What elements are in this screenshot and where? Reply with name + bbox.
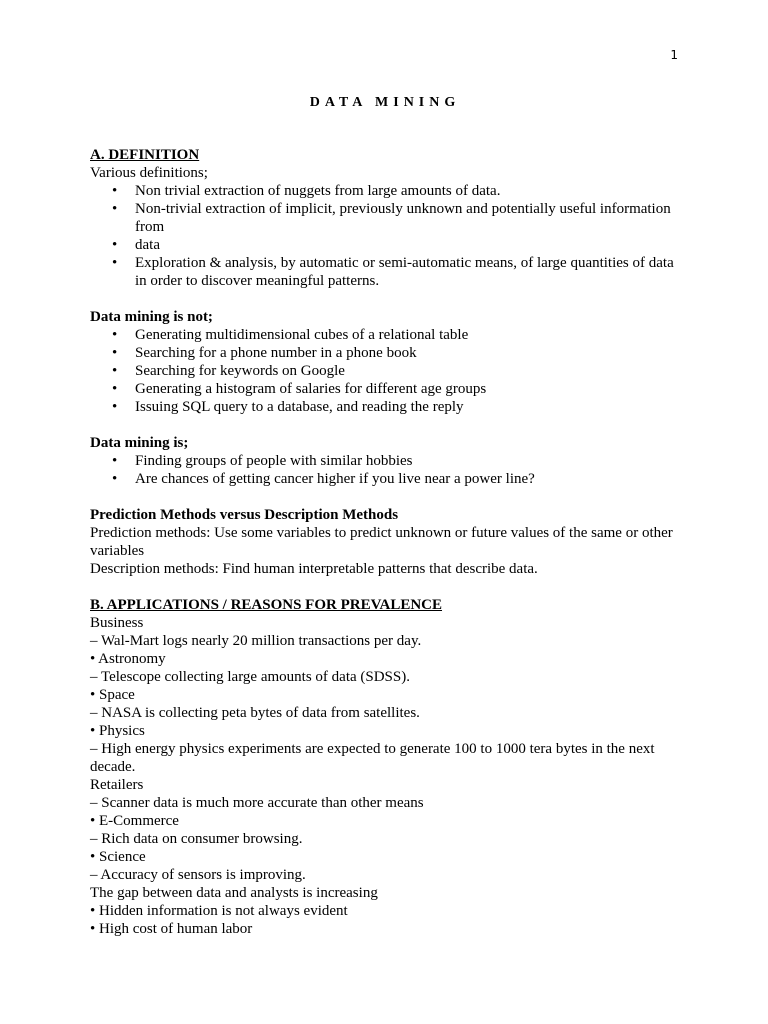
applications-line: • Hidden information is not always evident <box>90 903 348 919</box>
bullet-icon: • <box>112 255 118 271</box>
list-item-text: Generating a histogram of salaries for different age groups <box>135 381 487 397</box>
applications-line: – Wal-Mart logs nearly 20 million transactions per day. <box>90 633 422 649</box>
bullet-icon: • <box>112 201 118 217</box>
bullet-icon: • <box>112 327 118 343</box>
list-item-text: Issuing SQL query to a database, and reading the reply <box>135 399 464 415</box>
applications-line: • Astronomy <box>90 651 166 667</box>
list-item-text: Non trivial extraction of nuggets from large amounts of data. <box>135 183 501 199</box>
bullet-icon: • <box>112 453 118 469</box>
list-item <box>90 470 682 488</box>
applications-line: – Accuracy of sensors is improving. <box>90 867 306 883</box>
list-item <box>90 452 682 470</box>
list-item <box>90 182 682 200</box>
applications-line: – Scanner data is much more accurate than other means <box>90 795 424 811</box>
bullet-icon: • <box>112 399 118 415</box>
list-item-text: Searching for keywords on Google <box>135 363 345 379</box>
applications-line: – Rich data on consumer browsing. <box>90 831 303 847</box>
methods-line: Description methods: Find human interpretable patterns that describe data. <box>90 561 538 577</box>
applications-line: Business <box>90 615 144 631</box>
list-item-text: Finding groups of people with similar hobbies <box>135 453 413 469</box>
is-heading: Data mining is; <box>90 435 189 451</box>
section-a-heading: A. DEFINITION <box>90 147 200 163</box>
spacer <box>90 290 682 308</box>
applications-line: • E-Commerce <box>90 813 179 829</box>
list-item <box>90 326 682 344</box>
bullet-icon: • <box>112 345 118 361</box>
bullet-icon: • <box>112 183 118 199</box>
list-item <box>90 200 682 236</box>
bullet-icon: • <box>112 471 118 487</box>
spacer <box>90 578 682 596</box>
list-item-text: Non-trivial extraction of implicit, previously unknown and potentially useful information from <box>135 201 671 235</box>
is-list <box>90 452 682 488</box>
definition-list <box>90 182 682 290</box>
section-is <box>90 434 682 488</box>
is-not-list <box>90 326 682 416</box>
applications-line: Retailers <box>90 777 144 793</box>
list-item <box>90 254 682 290</box>
applications-line: – Telescope collecting large amounts of data (SDSS). <box>90 669 410 685</box>
list-item <box>90 362 682 380</box>
methods-heading: Prediction Methods versus Description Methods <box>90 507 399 523</box>
list-item-text: data <box>135 237 160 253</box>
section-applications <box>90 596 682 938</box>
applications-line: – NASA is collecting peta bytes of data from satellites. <box>90 705 420 721</box>
spacer <box>90 488 682 506</box>
section-a-intro: Various definitions; <box>90 165 208 181</box>
document-body <box>90 146 682 938</box>
list-item <box>90 398 682 416</box>
list-item-text: Searching for a phone number in a phone book <box>135 345 417 361</box>
document-title: DATA MINING <box>309 95 461 110</box>
section-definition <box>90 146 682 290</box>
section-is-not <box>90 308 682 416</box>
applications-line: The gap between data and analysts is increasing <box>90 885 378 901</box>
list-item <box>90 380 682 398</box>
applications-line: • High cost of human labor <box>90 921 253 937</box>
applications-line: • Space <box>90 687 135 703</box>
bullet-icon: • <box>112 237 118 253</box>
applications-line: • Physics <box>90 723 145 739</box>
list-item-text: Are chances of getting cancer higher if you live near a power line? <box>135 471 535 487</box>
spacer <box>90 416 682 434</box>
applications-line: • Science <box>90 849 146 865</box>
list-item <box>90 236 682 254</box>
section-methods <box>90 506 682 578</box>
list-item <box>90 344 682 362</box>
section-b-heading: B. APPLICATIONS / REASONS FOR PREVALENCE <box>90 597 443 613</box>
applications-line: – High energy physics experiments are expected to generate 100 to 1000 tera bytes in the next decade. <box>90 741 655 775</box>
list-item-text: Generating multidimensional cubes of a relational table <box>135 327 469 343</box>
page-number: 1 <box>670 48 678 62</box>
bullet-icon: • <box>112 363 118 379</box>
list-item-text: Exploration & analysis, by automatic or semi-automatic means, of large quantities of data in order to discover meaningful patterns. <box>135 255 674 289</box>
bullet-icon: • <box>112 381 118 397</box>
is-not-heading: Data mining is not; <box>90 309 213 325</box>
methods-line: Prediction methods: Use some variables to predict unknown or future values of the same or other variables <box>90 525 673 559</box>
